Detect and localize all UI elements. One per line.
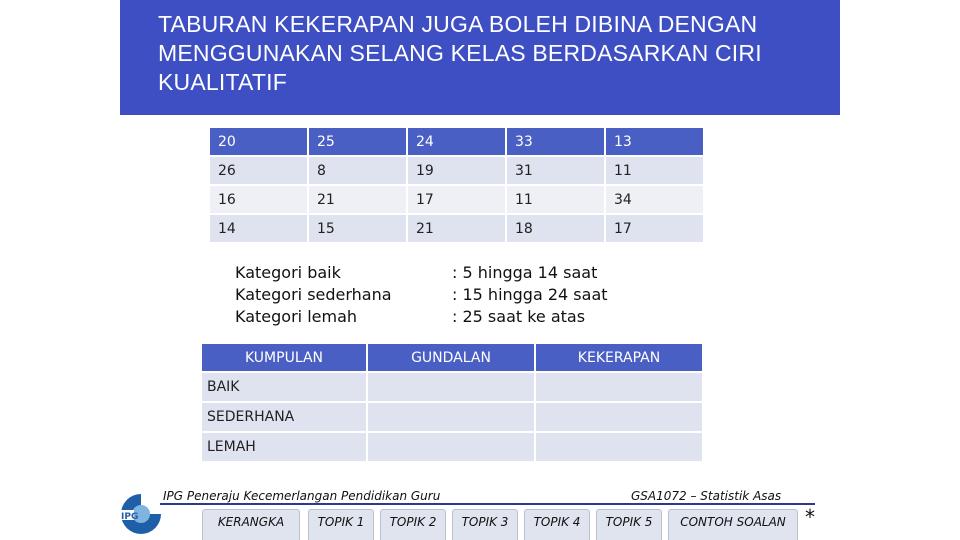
table-row bbox=[201, 432, 703, 462]
tally-header-row bbox=[201, 343, 703, 372]
table-row bbox=[209, 214, 704, 243]
table-cell: 21 bbox=[407, 214, 506, 243]
table-row bbox=[209, 127, 704, 156]
table-cell: 18 bbox=[506, 214, 605, 243]
row-label-lemah: LEMAH bbox=[201, 432, 367, 462]
nav-button-topik-1[interactable]: TOPIK 1 bbox=[308, 509, 374, 540]
table-cell: 14 bbox=[209, 214, 308, 243]
row-label-baik: BAIK bbox=[201, 372, 367, 402]
table-cell: 24 bbox=[407, 127, 506, 156]
table-cell: 17 bbox=[407, 185, 506, 214]
category-label-sederhana: Kategori sederhana bbox=[235, 285, 392, 304]
svg-text:IPG: IPG bbox=[121, 512, 139, 522]
table-row bbox=[201, 402, 703, 432]
gundalan-cell bbox=[367, 432, 535, 462]
kekerapan-cell bbox=[535, 372, 703, 402]
nav-button-kerangka[interactable]: KERANGKA bbox=[202, 509, 300, 540]
nav-button-topik-4[interactable]: TOPIK 4 bbox=[524, 509, 590, 540]
table-cell: 25 bbox=[308, 127, 407, 156]
category-range-baik: : 5 hingga 14 saat bbox=[452, 263, 598, 282]
table-cell: 21 bbox=[308, 185, 407, 214]
row-label-sederhana: SEDERHANA bbox=[201, 402, 367, 432]
data-table bbox=[208, 126, 705, 244]
gundalan-cell bbox=[367, 372, 535, 402]
category-label-baik: Kategori baik bbox=[235, 263, 341, 282]
table-cell: 11 bbox=[506, 185, 605, 214]
table-cell: 16 bbox=[209, 185, 308, 214]
column-header-gundalan: GUNDALAN bbox=[367, 343, 535, 372]
tally-table bbox=[200, 342, 704, 463]
table-row bbox=[209, 185, 704, 214]
nav-button-topik-3[interactable]: TOPIK 3 bbox=[452, 509, 518, 540]
table-cell: 19 bbox=[407, 156, 506, 185]
table-cell: 20 bbox=[209, 127, 308, 156]
category-ranges bbox=[452, 262, 608, 328]
table-cell: 31 bbox=[506, 156, 605, 185]
category-range-lemah: : 25 saat ke atas bbox=[452, 307, 586, 326]
slide-title: TABURAN KEKERAPAN JUGA BOLEH DIBINA DENGAN MENGGUNAKAN SELANG KELAS BERDASARKAN CIRI KUALITATIF bbox=[158, 11, 762, 95]
table-cell: 34 bbox=[605, 185, 704, 214]
ipg-logo-icon bbox=[118, 491, 164, 537]
nav-button-contoh-soalan[interactable]: CONTOH SOALAN bbox=[668, 509, 798, 540]
table-row bbox=[201, 372, 703, 402]
nav-button-topik-5[interactable]: TOPIK 5 bbox=[596, 509, 662, 540]
table-cell: 33 bbox=[506, 127, 605, 156]
table-cell: 26 bbox=[209, 156, 308, 185]
kekerapan-cell bbox=[535, 432, 703, 462]
table-cell: 15 bbox=[308, 214, 407, 243]
table-cell: 8 bbox=[308, 156, 407, 185]
star-symbol: * bbox=[805, 505, 815, 529]
category-label-lemah: Kategori lemah bbox=[235, 307, 358, 326]
column-header-kekerapan: KEKERAPAN bbox=[535, 343, 703, 372]
table-cell: 11 bbox=[605, 156, 704, 185]
category-range-sederhana: : 15 hingga 24 saat bbox=[452, 285, 608, 304]
kekerapan-cell bbox=[535, 402, 703, 432]
column-header-kumpulan: KUMPULAN bbox=[201, 343, 367, 372]
nav-button-topik-2[interactable]: TOPIK 2 bbox=[380, 509, 446, 540]
footer-institution: IPG Peneraju Kecemerlangan Pendidikan Guru bbox=[163, 489, 441, 503]
footer-divider bbox=[160, 503, 815, 505]
category-labels bbox=[235, 262, 392, 328]
table-cell: 13 bbox=[605, 127, 704, 156]
gundalan-cell bbox=[367, 402, 535, 432]
table-cell: 17 bbox=[605, 214, 704, 243]
table-row bbox=[209, 156, 704, 185]
footer-course: GSA1072 – Statistik Asas bbox=[631, 489, 782, 503]
